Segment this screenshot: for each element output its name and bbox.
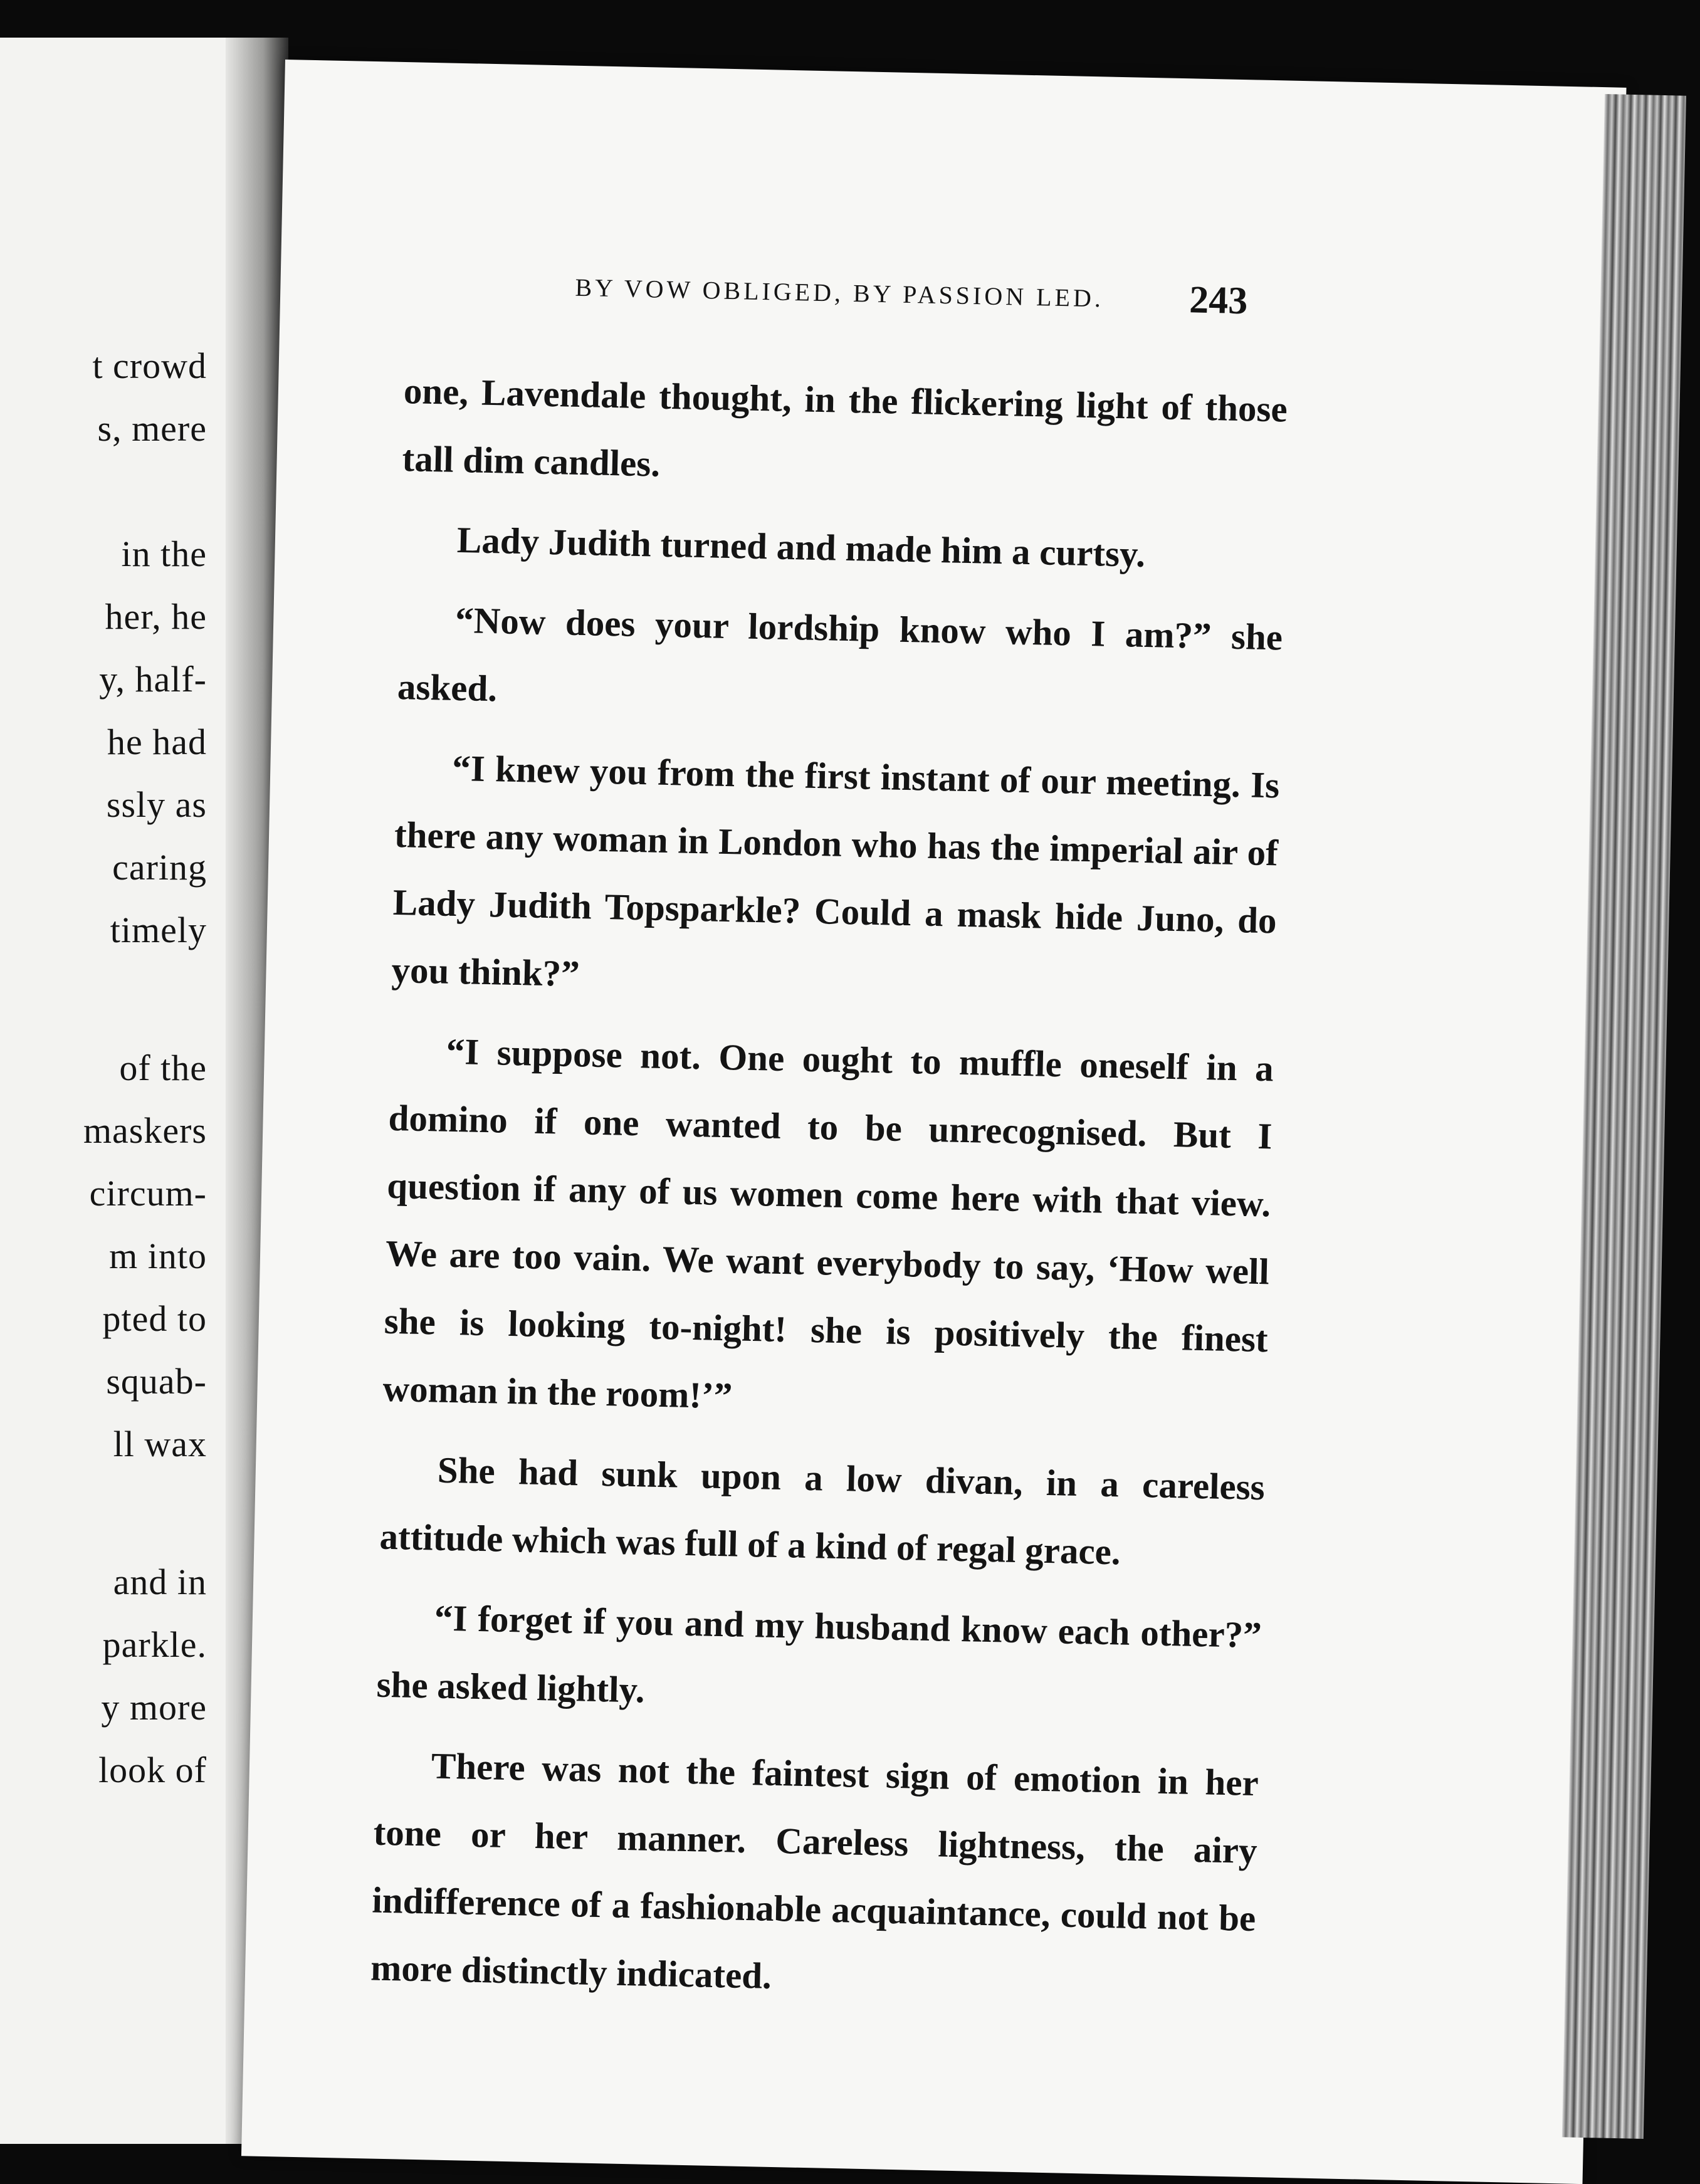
paragraph: “Now does your lordship know who I am?” she asked. xyxy=(397,599,1283,710)
left-line: s, mere xyxy=(97,408,207,449)
left-line: y more xyxy=(101,1687,207,1728)
paragraph: “I forget if you and my husband know each other?” she asked lightly. xyxy=(376,1597,1262,1711)
left-line: in the xyxy=(121,533,207,574)
page-number: 243 xyxy=(1188,278,1248,323)
running-head: BY VOW OBLIGED, BY PASSION LED. xyxy=(575,273,1104,313)
paragraph: Lady Judith turned and made him a curtsy. xyxy=(456,518,1146,575)
right-page xyxy=(241,60,1627,2184)
left-line: squab- xyxy=(106,1361,207,1402)
paragraph: “I suppose not. One ought to muffle oneself in a domino if one wanted to be unrecognised. But I question if any of us women come here with that view. We are too vain. We want everybody to say, ‘How well she is looking to-night! she is positively the finest woman in the room!’” xyxy=(382,1030,1274,1417)
left-line: ssly as xyxy=(106,784,207,825)
left-line: her, he xyxy=(105,596,207,637)
left-line: caring xyxy=(112,847,207,888)
left-line: and in xyxy=(113,1562,207,1602)
paragraph: “I knew you from the first instant of our meeting. Is there any woman in London who has the imperial air of Lady Judith Topsparkle? Could a mask hide Juno, do you think?” xyxy=(391,747,1280,995)
left-line: t crowd xyxy=(92,345,207,386)
left-line: m into xyxy=(109,1236,207,1276)
left-line: pted to xyxy=(102,1298,207,1339)
left-line: circum- xyxy=(89,1173,207,1214)
left-line: maskers xyxy=(83,1110,207,1151)
left-line: timely xyxy=(110,910,207,950)
paragraph: There was not the faintest sign of emotion in her tone or her manner. Careless lightness, the airy indifference of a fashionable acquaintance, could not be more distinctly indicated. xyxy=(370,1745,1259,1997)
left-line: parkle. xyxy=(102,1624,207,1665)
left-line: look of xyxy=(98,1750,207,1790)
paragraph: one, Lavendale thought, in the flickering light of those tall dim candles. xyxy=(402,370,1288,485)
left-line: he had xyxy=(107,722,207,762)
left-line: y, half- xyxy=(99,659,207,700)
body-text xyxy=(370,357,1288,2032)
left-line: of the xyxy=(119,1047,207,1088)
paragraph: She had sunk upon a low divan, in a careless attitude which was full of a kind of regal grace. xyxy=(379,1449,1266,1573)
left-line: ll wax xyxy=(113,1424,207,1464)
